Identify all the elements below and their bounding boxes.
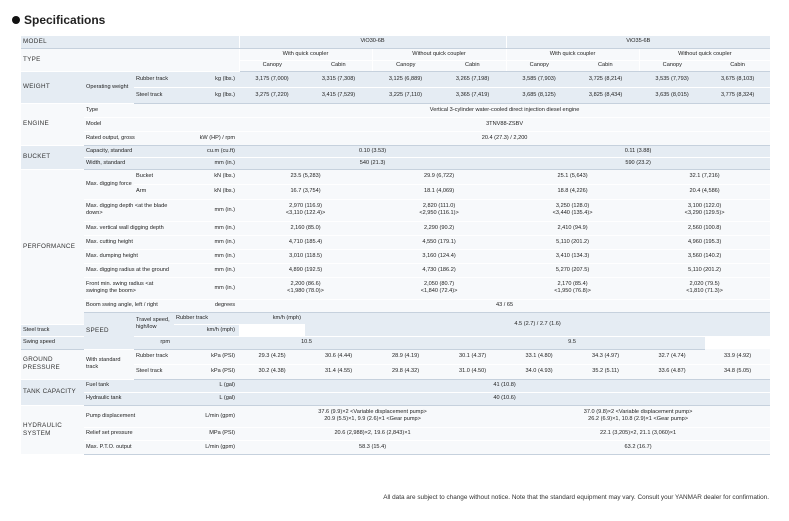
standard-track-label: With standard track xyxy=(84,349,134,379)
swing-radius-value: 2,050 (80.7) xyxy=(423,281,455,288)
perf-vertical-row xyxy=(21,221,770,235)
bucket-sub-label: Bucket xyxy=(134,169,174,184)
unit-label: L/min (gpm) xyxy=(174,440,239,454)
depth-blade-value: <3,290 (129.5)> xyxy=(684,210,725,216)
unit-label: kPa (PSI) xyxy=(174,364,239,379)
gp-value: 34.3 (4.97) xyxy=(572,349,639,364)
fuel-tank-value: 41 (10.8) xyxy=(239,379,770,392)
rubber-track-label: Rubber track xyxy=(134,71,174,87)
unit-label: kg (lbs.) xyxy=(174,71,239,87)
perf-value: 25.1 (5,643) xyxy=(506,169,639,184)
perf-value: 2,560 (100.8) xyxy=(639,221,770,235)
page-title: Specifications xyxy=(24,13,106,27)
model-name: ViO30-6B xyxy=(239,36,506,48)
perf-value xyxy=(506,277,639,299)
perf-value xyxy=(239,199,372,221)
perf-value: 4,730 (186.2) xyxy=(372,263,506,277)
weight-value: 3,585 (7,903) xyxy=(506,71,572,87)
type-cell: Without quick coupler xyxy=(372,48,506,60)
gp-value: 30.1 (4.37) xyxy=(439,349,506,364)
cab-cell: Canopy xyxy=(639,60,705,71)
perf-value: 3,560 (140.2) xyxy=(639,249,770,263)
unit-label: mm (in.) xyxy=(174,263,239,277)
weight-value: 3,535 (7,793) xyxy=(639,71,705,87)
travel-speed-value: 4.5 (2.7) / 2.7 (1.6) xyxy=(305,312,770,336)
model-row xyxy=(21,36,770,48)
unit-label: mm (in.) xyxy=(174,277,239,299)
hydraulic-system-label: HYDRAULIC SYSTEM xyxy=(21,405,84,454)
swing-radius-boom-value: <1,950 (76.8)> xyxy=(554,288,591,294)
boom-angle-value: 43 / 65 xyxy=(239,299,770,312)
engine-type-label: Type xyxy=(84,103,239,117)
gear-pump-value: 26.2 (6.9)×1, 10.8 (2.9)×1 <Gear pump> xyxy=(588,416,688,422)
gp-value: 31.0 (4.50) xyxy=(439,364,506,379)
max-digging-force-label: Max. digging force xyxy=(84,169,134,199)
radius-label: Max. digging radius at the ground xyxy=(84,263,174,277)
unit-label: L/min (gpm) xyxy=(174,405,239,427)
width-value: 590 (23.2) xyxy=(506,157,770,169)
perf-value: 18.1 (4,069) xyxy=(372,184,506,199)
depth-value: 2,970 (116.9) xyxy=(289,203,322,210)
unit-label: MPa (PSI) xyxy=(174,427,239,440)
relief-row xyxy=(21,427,770,440)
pto-value: 58.3 (15.4) xyxy=(239,440,506,454)
perf-value: 32.1 (7,216) xyxy=(639,169,770,184)
weight-label: WEIGHT xyxy=(21,71,84,103)
swing-speed-row xyxy=(21,336,770,349)
perf-radius-row xyxy=(21,263,770,277)
weight-value: 3,825 (8,434) xyxy=(572,87,639,103)
pump-row xyxy=(21,405,770,427)
gp-steel-row xyxy=(21,364,770,379)
gp-value: 29.3 (4.25) xyxy=(239,349,305,364)
perf-value: 29.9 (6,722) xyxy=(372,169,506,184)
unit-label: km/h (mph) xyxy=(239,312,305,324)
unit-label: mm (in.) xyxy=(174,249,239,263)
unit-label: L (gal) xyxy=(174,392,239,405)
perf-value: 3,160 (124.4) xyxy=(372,249,506,263)
perf-depth-row xyxy=(21,199,770,221)
speed-rubber-row xyxy=(21,312,770,324)
perf-value xyxy=(506,199,639,221)
width-value: 540 (21.3) xyxy=(239,157,506,169)
relief-value: 20.6 (2,988)×2, 19.6 (2,843)×1 xyxy=(239,427,506,440)
pump-value xyxy=(506,405,770,427)
gp-value: 32.7 (4.74) xyxy=(639,349,705,364)
tank-capacity-label: TANK CAPACITY xyxy=(21,379,84,405)
weight-steel-row xyxy=(21,87,770,103)
rubber-track-label: Rubber track xyxy=(134,349,174,364)
perf-value xyxy=(372,277,506,299)
footnote: All data are subject to change without notice. Note that the standard equipment may vary. Consult your YANMAR dealer for confirmation. xyxy=(383,494,769,501)
section-title xyxy=(12,13,105,27)
weight-value: 3,725 (8,214) xyxy=(572,71,639,87)
variable-pump-value: 37.0 (9.8)×2 <Variable displacement pump> xyxy=(583,409,693,416)
type-cell: Without quick coupler xyxy=(639,48,770,60)
perf-value: 4,550 (179.1) xyxy=(372,235,506,249)
unit-label: kg (lbs.) xyxy=(174,87,239,103)
perf-value: 5,270 (207.5) xyxy=(506,263,639,277)
width-label: Width, standard xyxy=(84,157,174,169)
weight-value: 3,685 (8,125) xyxy=(506,87,572,103)
gp-value: 30.2 (4.38) xyxy=(239,364,305,379)
type-label: TYPE xyxy=(21,48,239,71)
perf-value: 4,710 (185.4) xyxy=(239,235,372,249)
bullet-icon xyxy=(12,16,20,24)
arm-sub-label: Arm xyxy=(134,184,174,199)
perf-value: 5,110 (201.2) xyxy=(639,263,770,277)
speed-label: SPEED xyxy=(84,312,134,349)
capacity-value: 0.11 (3.88) xyxy=(506,145,770,157)
perf-swing-radius-row xyxy=(21,277,770,299)
swing-radius-value: 2,020 (79.5) xyxy=(689,281,720,288)
swing-radius-value: 2,200 (86.6) xyxy=(290,281,321,288)
travel-speed-label: Travel speed, high/low xyxy=(134,312,174,336)
swing-speed-value: 9.5 xyxy=(439,336,705,349)
swing-radius-boom-value: <1,840 (72.4)> xyxy=(420,288,458,294)
weight-value: 3,265 (7,198) xyxy=(439,71,506,87)
weight-value: 3,225 (7,110) xyxy=(372,87,439,103)
engine-label: ENGINE xyxy=(21,103,84,145)
bucket-width-row xyxy=(21,157,770,169)
depth-value: 2,820 (111.0) xyxy=(422,203,456,210)
hydraulic-tank-value: 40 (10.6) xyxy=(239,392,770,405)
weight-value: 3,775 (8,324) xyxy=(705,87,770,103)
perf-value: 3,010 (118.5) xyxy=(239,249,372,263)
cutting-label: Max. cutting height xyxy=(84,235,174,249)
perf-cutting-row xyxy=(21,235,770,249)
variable-pump-value: 37.6 (9.9)×2 <Variable displacement pump> xyxy=(318,409,427,416)
hydraulic-tank-label: Hydraulic tank xyxy=(84,392,174,405)
pump-value xyxy=(239,405,506,427)
performance-label: PERFORMANCE xyxy=(21,169,84,324)
gp-value: 28.9 (4.19) xyxy=(372,349,439,364)
gp-value: 31.4 (4.55) xyxy=(305,364,372,379)
type-cell: With quick coupler xyxy=(506,48,639,60)
gp-rubber-row xyxy=(21,349,770,364)
unit-label: rpm xyxy=(134,336,174,349)
depth-blade-value: <2,950 (116.1)> xyxy=(419,210,459,216)
perf-value: 2,410 (94.9) xyxy=(506,221,639,235)
unit-label: kN (lbs.) xyxy=(174,184,239,199)
operating-weight-label: Operating weight xyxy=(84,71,134,103)
cab-cell: Cabin xyxy=(305,60,372,71)
weight-value: 3,635 (8,015) xyxy=(639,87,705,103)
capacity-value: 0.10 (3.53) xyxy=(239,145,506,157)
steel-track-label: Steel track xyxy=(134,87,174,103)
steel-track-label: Steel track xyxy=(21,324,84,336)
weight-value: 3,415 (7,529) xyxy=(305,87,372,103)
perf-dumping-row xyxy=(21,249,770,263)
weight-value: 3,315 (7,308) xyxy=(305,71,372,87)
fuel-tank-row xyxy=(21,379,770,392)
type-row xyxy=(21,48,770,60)
relief-label: Relief set pressure xyxy=(84,427,174,440)
fuel-tank-label: Fuel tank xyxy=(84,379,174,392)
swing-radius-boom-value: <1,810 (71.3)> xyxy=(686,288,723,294)
perf-boom-row xyxy=(21,299,770,312)
rated-output-label: Rated output, gross xyxy=(84,131,174,145)
swing-radius-boom-value: <1,980 (78.0)> xyxy=(287,288,324,294)
weight-value: 3,175 (7,000) xyxy=(239,71,305,87)
unit-label: L (gal) xyxy=(174,379,239,392)
perf-value: 4,890 (192.5) xyxy=(239,263,372,277)
weight-value: 3,125 (6,889) xyxy=(372,71,439,87)
cab-cell: Cabin xyxy=(439,60,506,71)
gp-value: 34.0 (4.93) xyxy=(506,364,572,379)
perf-value xyxy=(639,199,770,221)
perf-value xyxy=(239,277,372,299)
perf-value xyxy=(372,199,506,221)
unit-label: km/h (mph) xyxy=(174,324,239,336)
engine-type-row xyxy=(21,103,770,117)
swing-radius-label: Front min. swing radius <at swinging the boom> xyxy=(84,277,174,299)
perf-value: 3,410 (134.3) xyxy=(506,249,639,263)
gp-value: 33.6 (4.87) xyxy=(639,364,705,379)
vertical-label: Max. vertical wall digging depth xyxy=(84,221,174,235)
engine-model-value: 3TNV88-ZSBV xyxy=(239,117,770,131)
engine-model-row xyxy=(21,117,770,131)
perf-value: 23.5 (5,283) xyxy=(239,169,372,184)
depth-label: Max. digging depth <at the blade down> xyxy=(84,199,174,221)
perf-value: 18.8 (4,226) xyxy=(506,184,639,199)
swing-speed-value: 10.5 xyxy=(174,336,439,349)
unit-label: mm (in.) xyxy=(174,235,239,249)
gp-value: 33.1 (4.80) xyxy=(506,349,572,364)
steel-track-label: Steel track xyxy=(134,364,174,379)
engine-type-value: Vertical 3-cylinder water-cooled direct injection diesel engine xyxy=(239,103,770,117)
weight-rubber-row xyxy=(21,71,770,87)
rated-output-value: 20.4 (27.3) / 2,200 xyxy=(239,131,770,145)
unit-label: kPa (PSI) xyxy=(174,349,239,364)
perf-value: 5,110 (201.2) xyxy=(506,235,639,249)
pto-value: 63.2 (16.7) xyxy=(506,440,770,454)
unit-label: kW (HP) / rpm xyxy=(174,131,239,145)
gp-value: 35.2 (5.11) xyxy=(572,364,639,379)
unit-label: kN (lbs.) xyxy=(174,169,239,184)
unit-label: degrees xyxy=(174,299,239,312)
perf-value xyxy=(639,277,770,299)
bucket-capacity-row xyxy=(21,145,770,157)
bucket-label: BUCKET xyxy=(21,145,84,169)
engine-rated-row xyxy=(21,131,770,145)
unit-label: mm (in.) xyxy=(174,199,239,221)
swing-radius-value: 2,170 (85.4) xyxy=(557,281,588,288)
gp-value: 34.8 (5.05) xyxy=(705,364,770,379)
type-cell: With quick coupler xyxy=(239,48,372,60)
unit-label: mm (in.) xyxy=(174,221,239,235)
perf-value: 4,960 (195.3) xyxy=(639,235,770,249)
specifications-table xyxy=(21,36,770,455)
pump-label: Pump displacement xyxy=(84,405,174,427)
perf-value: 2,290 (90.2) xyxy=(372,221,506,235)
model-label: MODEL xyxy=(21,36,239,48)
relief-value: 22.1 (3,205)×2, 21.1 (3,060)×1 xyxy=(506,427,770,440)
cab-cell: Canopy xyxy=(372,60,439,71)
ground-pressure-label: GROUND PRESSURE xyxy=(21,349,84,379)
hydraulic-tank-row xyxy=(21,392,770,405)
boom-angle-label: Boom swing angle, left / right xyxy=(84,299,174,312)
cab-cell: Canopy xyxy=(239,60,305,71)
engine-model-label: Model xyxy=(84,117,239,131)
gear-pump-value: 20.9 (5.5)×1, 9.9 (2.6)×1 <Gear pump> xyxy=(324,416,421,422)
depth-blade-value: <3,440 (135.4)> xyxy=(552,210,593,216)
pto-row xyxy=(21,440,770,454)
perf-bucket-force-row xyxy=(21,169,770,184)
rubber-track-label: Rubber track xyxy=(174,312,239,324)
perf-value: 20.4 (4,586) xyxy=(639,184,770,199)
depth-value: 3,100 (122.0) xyxy=(687,203,722,210)
unit-label: mm (in.) xyxy=(174,157,239,169)
perf-value: 16.7 (3,754) xyxy=(239,184,372,199)
weight-value: 3,275 (7,220) xyxy=(239,87,305,103)
weight-value: 3,365 (7,419) xyxy=(439,87,506,103)
depth-value: 3,250 (128.0) xyxy=(555,203,590,210)
gp-value: 29.8 (4.32) xyxy=(372,364,439,379)
gp-value: 33.9 (4.92) xyxy=(705,349,770,364)
cab-cell: Cabin xyxy=(572,60,639,71)
cab-cell: Cabin xyxy=(705,60,770,71)
weight-value: 3,675 (8,103) xyxy=(705,71,770,87)
model-name: ViO35-6B xyxy=(506,36,770,48)
dumping-label: Max. dumping height xyxy=(84,249,174,263)
gp-value: 30.6 (4.44) xyxy=(305,349,372,364)
unit-label: cu.m (cu.ft) xyxy=(174,145,239,157)
pto-label: Max. P.T.O. output xyxy=(84,440,174,454)
perf-arm-force-row xyxy=(21,184,770,199)
depth-blade-value: <3,110 (122.4)> xyxy=(285,210,326,216)
cab-cell: Canopy xyxy=(506,60,572,71)
capacity-label: Capacity, standard xyxy=(84,145,174,157)
swing-speed-label: Swing speed xyxy=(21,336,134,349)
perf-value: 2,160 (85.0) xyxy=(239,221,372,235)
